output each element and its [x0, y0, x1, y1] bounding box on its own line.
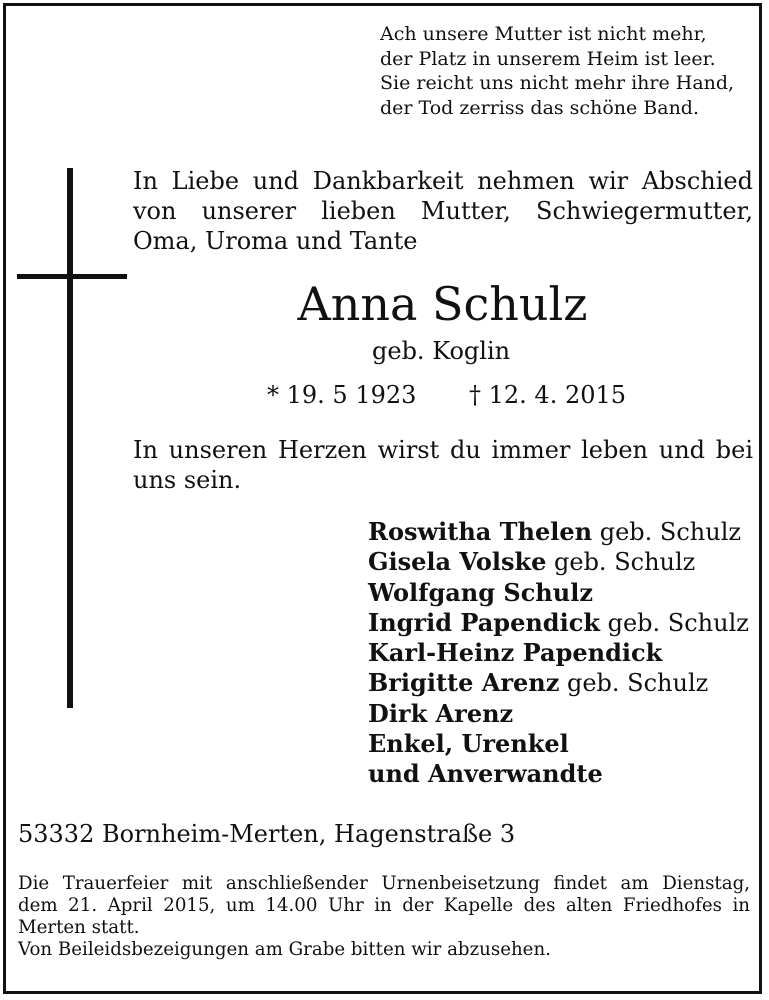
poem-line: Sie reicht uns nicht mehr ihre Hand, — [380, 72, 735, 94]
mourner-entry — [368, 729, 749, 759]
mourner-suffix: geb. Schulz — [546, 548, 696, 577]
mourner-name: und Anverwandte — [368, 759, 603, 789]
intro-line: In Liebe und Dankbarkeit nehmen wir Abschied — [133, 167, 753, 195]
mourner-entry — [368, 638, 749, 668]
mourner-entry — [368, 578, 749, 608]
notice-line: Von Beileidsbezeigungen am Grabe bitten wir abzusehen. — [18, 939, 551, 960]
deceased-name: Anna Schulz — [297, 277, 588, 331]
mourner-name: Roswitha Thelen — [368, 517, 593, 546]
mourner-name: Enkel, Urenkel — [368, 729, 569, 759]
mourner-entry — [368, 668, 749, 698]
mourner-name: Dirk Arenz — [368, 698, 514, 728]
poem-line: der Tod zerriss das schöne Band. — [380, 96, 700, 119]
mourner-entry — [368, 699, 749, 729]
mourner-name: Wolfgang Schulz — [368, 577, 593, 607]
verse-line: In unseren Herzen wirst du immer leben und bei — [133, 436, 753, 464]
intro-line: Oma, Uroma und Tante — [133, 227, 418, 255]
funeral-notice — [18, 873, 750, 961]
mourner-suffix: geb. Schulz — [599, 608, 749, 637]
notice-line: Die Trauerfeier mit anschließender Urnenbeisetzung findet am Dienstag, — [18, 873, 750, 894]
cross-icon — [67, 168, 73, 708]
mourner-suffix: geb. Schulz — [559, 669, 709, 698]
mourner-name: Brigitte Arenz — [368, 668, 560, 698]
poem-line: der Platz in unserem Heim ist leer. — [380, 47, 716, 70]
family-address: 53332 Bornheim-Merten, Hagenstraße 3 — [18, 820, 516, 848]
notice-line: Merten statt. — [18, 917, 140, 938]
intro-line: von unserer lieben Mutter, Schwiegermutter, — [133, 197, 753, 225]
poem-line: Ach unsere Mutter ist nicht mehr, — [380, 23, 707, 45]
mourner-entry — [368, 547, 749, 577]
memorial-poem — [380, 22, 734, 120]
mourner-entry — [368, 759, 749, 789]
death-date: † 12. 4. 2015 — [469, 381, 627, 409]
mourner-suffix: geb. Schulz — [592, 518, 742, 546]
intro-text — [133, 166, 753, 226]
mourner-name: Ingrid Papendick — [368, 607, 600, 637]
mourner-entry — [368, 608, 749, 638]
mourner-name: Karl-Heinz Papendick — [368, 638, 663, 668]
mourner-name: Gisela Volske — [368, 547, 547, 577]
verse-line: uns sein. — [133, 466, 242, 494]
verse-text — [133, 435, 753, 495]
mourner-entry — [368, 517, 749, 547]
birth-date: * 19. 5 1923 — [267, 381, 417, 409]
notice-line: dem 21. April 2015, um 14.00 Uhr in der Kapelle des alten Friedhofes in — [18, 895, 750, 916]
mourners-list — [368, 517, 749, 790]
maiden-name: geb. Koglin — [372, 337, 511, 365]
